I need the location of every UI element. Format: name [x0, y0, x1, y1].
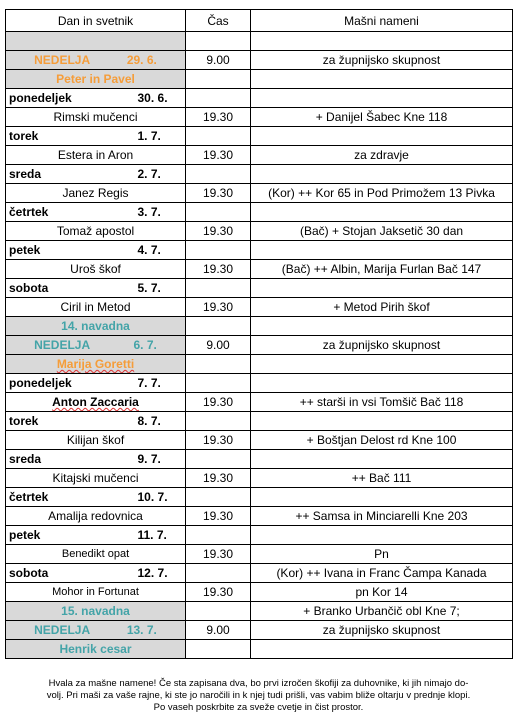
table-row: [6, 32, 513, 51]
time-cell: 19.30: [186, 108, 251, 127]
sunday-label: NEDELJA: [34, 53, 91, 67]
intention-cell: [251, 317, 513, 336]
footer-line: volj. Pri maši za vaše rajne, ki ste jo naročili in k njej tudi prišli, vas vabim bliže oltarju v prednje klopi.: [46, 690, 471, 702]
saint-cell: Mohor in Fortunat: [6, 583, 186, 602]
sunday-date: 6. 7.: [133, 338, 157, 352]
sunday-saint-cell: [6, 355, 186, 374]
intention-cell: [251, 374, 513, 393]
table-row: [6, 583, 513, 602]
weekday-cell: sobota: [6, 279, 135, 298]
time-cell: [186, 602, 251, 621]
table-row: [6, 51, 513, 70]
table-row: [6, 336, 513, 355]
time-cell: [186, 640, 251, 659]
intention-cell: [251, 127, 513, 146]
table-row: [6, 108, 513, 127]
time-cell: 9.00: [186, 621, 251, 640]
footer-note: [5, 678, 512, 715]
time-cell: [186, 450, 251, 469]
sunday-label: NEDELJA: [34, 338, 91, 352]
time-cell: [186, 317, 251, 336]
weekday-cell: sreda: [6, 450, 135, 469]
table-row: [6, 355, 513, 374]
weekday-cell: torek: [6, 127, 135, 146]
sunday-date: 13. 7.: [126, 623, 157, 637]
date-cell: 8. 7.: [135, 412, 186, 431]
sunday-day-cell: [6, 336, 186, 355]
sunday-week-cell: 15. navadna: [6, 602, 186, 621]
intention-cell: ++ starši in vsi Tomšič Bač 118: [251, 393, 513, 412]
time-cell: 19.30: [186, 146, 251, 165]
weekday-cell: petek: [6, 526, 135, 545]
weekday-cell: torek: [6, 412, 135, 431]
date-cell: 7. 7.: [135, 374, 186, 393]
date-cell: 11. 7.: [135, 526, 186, 545]
time-cell: [186, 89, 251, 108]
header-time: Čas: [186, 10, 251, 32]
date-cell: 9. 7.: [135, 450, 186, 469]
time-cell: 19.30: [186, 298, 251, 317]
time-cell: 9.00: [186, 51, 251, 70]
intention-cell: + Danijel Šabec Kne 118: [251, 108, 513, 127]
table-row: [6, 469, 513, 488]
date-cell: 3. 7.: [135, 203, 186, 222]
table-row: [6, 127, 513, 146]
sunday-saint: Marija Goretti: [56, 357, 135, 371]
saint-cell: Kitajski mučenci: [6, 469, 186, 488]
intention-cell: [251, 640, 513, 659]
table-row: [6, 260, 513, 279]
time-cell: [186, 355, 251, 374]
intention-cell: za župnijsko skupnost: [251, 336, 513, 355]
sunday-saint-cell: Henrik cesar: [6, 640, 186, 659]
table-row: [6, 526, 513, 545]
intention-cell: pn Kor 14: [251, 583, 513, 602]
time-cell: [186, 241, 251, 260]
time-cell: [186, 165, 251, 184]
time-cell: [186, 279, 251, 298]
time-cell: 19.30: [186, 583, 251, 602]
saint-cell: Tomaž apostol: [6, 222, 186, 241]
intention-cell: (Bač) ++ Albin, Marija Furlan Bač 147: [251, 260, 513, 279]
sunday-saint-cell: Peter in Pavel: [6, 70, 186, 89]
time-cell: 19.30: [186, 469, 251, 488]
intention-cell: [251, 32, 513, 51]
table-row: [6, 317, 513, 336]
table-row: [6, 70, 513, 89]
saint-cell: Janez Regis: [6, 184, 186, 203]
header-intentions: Mašni nameni: [251, 10, 513, 32]
weekday-cell: ponedeljek: [6, 374, 135, 393]
table-row: [6, 393, 513, 412]
intention-cell: [251, 279, 513, 298]
date-cell: 4. 7.: [135, 241, 186, 260]
table-row: [6, 564, 513, 583]
date-cell: 10. 7.: [135, 488, 186, 507]
table-row: [6, 412, 513, 431]
table-row: [6, 146, 513, 165]
intention-cell: [251, 526, 513, 545]
table-row: [6, 374, 513, 393]
time-cell: [186, 70, 251, 89]
table-row: [6, 640, 513, 659]
table-row: [6, 602, 513, 621]
table-row: [6, 621, 513, 640]
time-cell: 19.30: [186, 393, 251, 412]
intention-cell: za župnijsko skupnost: [251, 51, 513, 70]
footer-line: Po vaseh poskrbite za sveže cvetje in čist prostor.: [153, 702, 364, 714]
table-row: [6, 165, 513, 184]
table-header-row: [6, 10, 513, 32]
time-cell: [186, 526, 251, 545]
header-day: Dan in svetnik: [6, 10, 186, 32]
date-cell: 5. 7.: [135, 279, 186, 298]
sunday-week-cell: 14. navadna: [6, 317, 186, 336]
table-row: [6, 241, 513, 260]
weekday-cell: petek: [6, 241, 135, 260]
intention-cell: [251, 70, 513, 89]
intention-cell: za zdravje: [251, 146, 513, 165]
intention-cell: + Metod Pirih škof: [251, 298, 513, 317]
table-row: [6, 488, 513, 507]
saint-cell: Ciril in Metod: [6, 298, 186, 317]
time-cell: 19.30: [186, 260, 251, 279]
intention-cell: (Bač) + Stojan Jaksetič 30 dan: [251, 222, 513, 241]
time-cell: [186, 203, 251, 222]
date-cell: 12. 7.: [135, 564, 186, 583]
saint-cell: Amalija redovnica: [6, 507, 186, 526]
sunday-day-cell: [6, 621, 186, 640]
table-row: [6, 545, 513, 564]
time-cell: [186, 127, 251, 146]
weekday-cell: sobota: [6, 564, 135, 583]
sunday-day-cell: [6, 51, 186, 70]
time-cell: [186, 564, 251, 583]
saint-cell: Rimski mučenci: [6, 108, 186, 127]
intention-cell: [251, 241, 513, 260]
time-cell: 19.30: [186, 431, 251, 450]
intention-cell: [251, 412, 513, 431]
date-cell: 30. 6.: [135, 89, 186, 108]
intention-cell: [251, 165, 513, 184]
time-cell: 19.30: [186, 507, 251, 526]
intention-cell: ++ Samsa in Minciarelli Kne 203: [251, 507, 513, 526]
intention-cell: (Kor) ++ Ivana in Franc Čampa Kanada: [251, 564, 513, 583]
table-row: [6, 89, 513, 108]
intention-cell: za župnijsko skupnost: [251, 621, 513, 640]
intention-cell: + Boštjan Delost rd Kne 100: [251, 431, 513, 450]
saint-cell: Uroš škof: [6, 260, 186, 279]
saint-cell: Kilijan škof: [6, 431, 186, 450]
time-cell: 19.30: [186, 545, 251, 564]
weekday-cell: četrtek: [6, 488, 135, 507]
footer-line: Hvala za mašne namene! Če sta zapisana dva, bo prvi izročen škofiji za duhovnike, ki jih nimajo do-: [48, 678, 469, 689]
time-cell: [186, 374, 251, 393]
time-cell: [186, 32, 251, 51]
saint-cell: [6, 393, 186, 412]
table-row: [6, 450, 513, 469]
table-row: [6, 279, 513, 298]
sunday-date: 29. 6.: [126, 53, 157, 67]
saint-name: Anton Zaccaria: [52, 395, 139, 409]
time-cell: 19.30: [186, 184, 251, 203]
weekday-cell: četrtek: [6, 203, 135, 222]
weekday-cell: ponedeljek: [6, 89, 135, 108]
table-row: [6, 184, 513, 203]
intention-cell: [251, 89, 513, 108]
table-row: [6, 507, 513, 526]
time-cell: [186, 412, 251, 431]
intention-cell: [251, 488, 513, 507]
table-row: [6, 298, 513, 317]
table-row: [6, 203, 513, 222]
weekday-cell: sreda: [6, 165, 135, 184]
date-cell: 2. 7.: [135, 165, 186, 184]
saint-cell: Estera in Aron: [6, 146, 186, 165]
time-cell: [186, 488, 251, 507]
intention-cell: [251, 355, 513, 374]
intention-cell: Pn: [251, 545, 513, 564]
table-row: [6, 222, 513, 241]
intention-cell: + Branko Urbančič obl Kne 7;: [251, 602, 513, 621]
date-cell: 1. 7.: [135, 127, 186, 146]
sunday-label: NEDELJA: [34, 623, 91, 637]
table-row: [6, 431, 513, 450]
intention-cell: [251, 203, 513, 222]
time-cell: 19.30: [186, 222, 251, 241]
time-cell: 9.00: [186, 336, 251, 355]
saint-cell: Benedikt opat: [6, 545, 186, 564]
intention-cell: (Kor) ++ Kor 65 in Pod Primožem 13 Pivka: [251, 184, 513, 203]
intention-cell: [251, 450, 513, 469]
mass-schedule-table: [5, 9, 513, 659]
sunday-week-cell: [6, 32, 186, 51]
intention-cell: ++ Bač 111: [251, 469, 513, 488]
